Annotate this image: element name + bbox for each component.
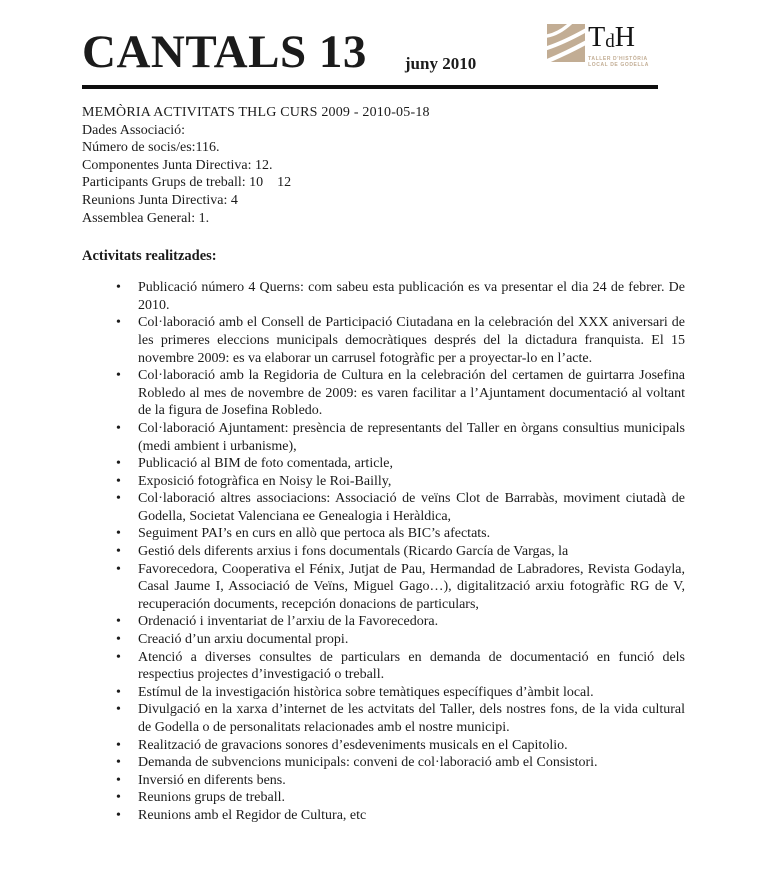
logo-letter-t: T (588, 22, 606, 53)
memoria-line-reunions: Reunions Junta Directiva: 4 (82, 192, 238, 208)
memoria-line-grups: Participants Grups de treball: 10 12 (82, 175, 292, 191)
activity-item: • Reunions amb el Regidor de Cultura, etc (138, 807, 685, 825)
activity-item: • Ordenació i inventariat de l’arxiu de la Favorecedora. (138, 613, 685, 631)
logo (547, 24, 649, 68)
activity-item: • Favorecedora, Cooperativa el Fénix, Jutjat de Pau, Hermandad de Labradores, Revista Godayla, Casal Jaume I, Associació de Veïns, Miguel Gago…), digitalització arxiu fotogràfic RG de V, recuperación documents, recepción donacions de particulars, (138, 561, 685, 614)
activities-list (82, 279, 685, 824)
activity-item: • Publicació número 4 Querns: com sabeu esta publicación es va presentar el dia 24 de febrer. De 2010. (138, 279, 685, 314)
activity-item: • Realització de gravacions sonores d’esdeveniments musicals en el Capitolio. (138, 737, 685, 755)
activity-item: • Col·laboració amb la Regidoria de Cultura en la celebración del certamen de guirtarra Josefina Robledo al mes de novembre de 2009: es varen facilitar a l’Ajuntament documentació al voltant de la figura de Josefina Robledo. (138, 367, 685, 420)
activity-item: • Divulgació en la xarxa d’internet de les actvitats del Taller, dels nostres fons, de la vida cultural de Godella o de personalitats relacionades amb el nostre municipi. (138, 701, 685, 736)
masthead (82, 24, 685, 89)
activity-item: • Col·laboració amb el Consell de Participació Ciutadana en la celebración del XXX aniversari de les primeres eleccions municipals democràtiques després del la dictadura franquista. El 15 novembre 2009: es va elaborar un carrusel fotogràfic per a proyectar-lo en l’acte. (138, 314, 685, 367)
logo-letter-d: d (605, 31, 615, 52)
activity-item: • Demanda de subvencions municipals: conveni de col·laboració amb el Consistori. (138, 754, 685, 772)
logo-caption-line2: LOCAL DE GODELLA (588, 62, 649, 68)
memoria-line-junta: Componentes Junta Directiva: 12. (82, 157, 273, 173)
activity-item: • Atenció a diverses consultes de particulars en demanda de documentació en funció dels respectius projectes d’investigació o treball. (138, 649, 685, 684)
memoria-line-socis: Número de socis/es:116. (82, 140, 220, 156)
logo-acronym (588, 24, 649, 55)
logo-emblem-icon (547, 24, 585, 62)
activity-item: • Reunions grups de treball. (138, 789, 685, 807)
activity-item: • Gestió dels diferents arxius i fons documentals (Ricardo García de Vargas, la (138, 543, 685, 561)
page-title: CANTALS 13 (82, 26, 367, 78)
activity-item: • Publicació al BIM de foto comentada, article, (138, 455, 685, 473)
activity-item: • Col·laboració Ajuntament: presència de representants del Taller en òrgans consultius municipals (medi ambient i urbanisme), (138, 420, 685, 455)
activity-item: • Inversió en diferents bens. (138, 772, 685, 790)
activity-item: • Estímul de la investigación històrica sobre temàtiques específiques d’àmbit local. (138, 684, 685, 702)
activity-item: • Seguiment PAI’s en curs en allò que pertoca als BIC’s afectats. (138, 525, 685, 543)
logo-caption-line1: TALLER D'HISTÒRIA (588, 56, 648, 62)
activity-item: • Col·laboració altres associacions: Associació de veïns Clot de Barrabàs, moviment ciutadà de Godella, Societat Valenciana ee Genealogia i Heràldica, (138, 490, 685, 525)
header-rule (82, 85, 658, 89)
activities-heading: Activitats realitzades: (82, 248, 217, 265)
activity-item: • Exposició fotogràfica en Noisy le Roi-Bailly, (138, 473, 685, 491)
logo-letter-h: H (614, 22, 635, 53)
memoria-heading: MEMÒRIA ACTIVITATS THLG CURS 2009 - 2010-05-18 (82, 105, 430, 120)
activity-item: • Creació d’un arxiu documental propi. (138, 631, 685, 649)
memoria-line-dades: Dades Associació: (82, 122, 186, 138)
memoria-section (82, 104, 685, 227)
logo-text-block (588, 24, 649, 68)
memoria-line-assemblea: Assemblea General: 1. (82, 210, 210, 226)
logo-caption (588, 56, 649, 68)
issue-date: juny 2010 (404, 54, 477, 73)
